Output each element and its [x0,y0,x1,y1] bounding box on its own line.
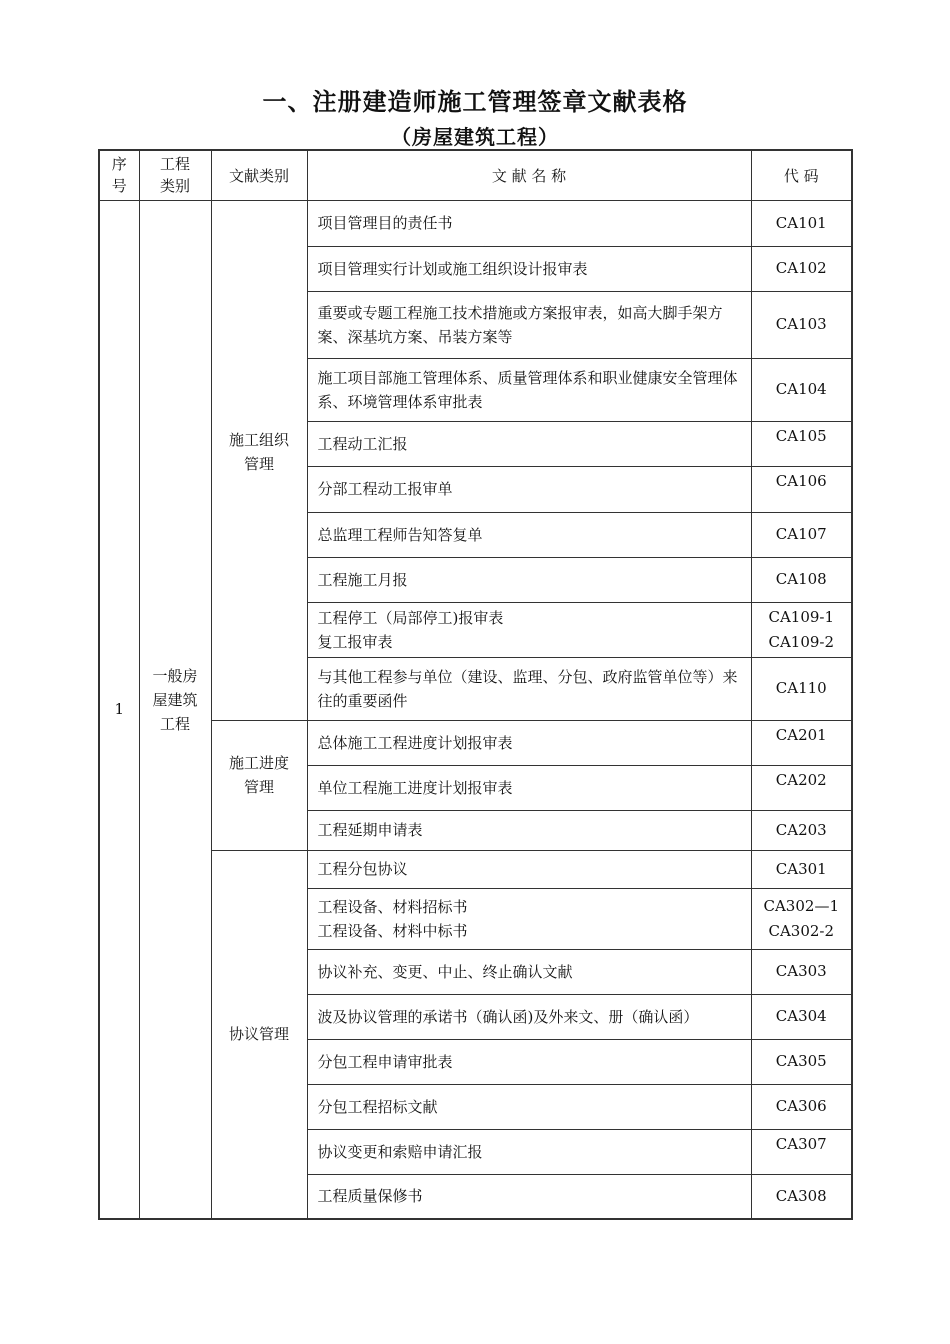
document-code: CA308 [751,1174,852,1219]
header-category: 文献类别 [211,150,307,200]
document-code: CA302—1 CA302-2 [751,888,852,949]
header-name: 文 献 名 称 [307,150,751,200]
document-name: 工程设备、材料招标书 工程设备、材料中标书 [307,888,751,949]
document-name: 总监理工程师告知答复单 [307,512,751,557]
document-code: CA307 [751,1129,852,1174]
document-code: CA301 [751,850,852,888]
document-name: 分包工程招标文献 [307,1084,751,1129]
document-name: 项目管理实行计划或施工组织设计报审表 [307,246,751,291]
document-code: CA105 [751,421,852,466]
header-code: 代 码 [751,150,852,200]
document-name: 协议补充、变更、中止、终止确认文献 [307,949,751,994]
header-seq: 序 号 [99,150,139,200]
document-name: 工程延期申请表 [307,810,751,850]
document-name: 协议变更和索赔申请汇报 [307,1129,751,1174]
document-code: CA201 [751,720,852,765]
document-name: 工程分包协议 [307,850,751,888]
header-row [99,150,852,200]
document-code: CA203 [751,810,852,850]
header-type: 工程 类别 [139,150,211,200]
table-row [99,200,852,246]
document-name: 单位工程施工进度计划报审表 [307,765,751,810]
document-name: 分包工程申请审批表 [307,1039,751,1084]
document-name: 总体施工工程进度计划报审表 [307,720,751,765]
document-name: 工程质量保修书 [307,1174,751,1219]
table-row [99,720,852,765]
document-code: CA101 [751,200,852,246]
category-cell: 施工组织 管理 [211,200,307,720]
category-cell: 协议管理 [211,850,307,1219]
document-code: CA106 [751,466,852,512]
document-code: CA104 [751,358,852,421]
document-code: CA202 [751,765,852,810]
document-name: 工程施工月报 [307,557,751,602]
document-title: 一、注册建造师施工管理签章文献表格 [262,87,688,116]
document-code: CA103 [751,291,852,358]
document-name: 项目管理目的责任书 [307,200,751,246]
document-code: CA305 [751,1039,852,1084]
document-code: CA107 [751,512,852,557]
document-code: CA110 [751,657,852,720]
category-cell: 施工进度 管理 [211,720,307,850]
document-name: 施工项目部施工管理体系、质量管理体系和职业健康安全管理体系、环境管理体系审批表 [307,358,751,421]
document-table [98,149,853,1220]
document-name: 工程停工（局部停工)报审表 复工报审表 [307,602,751,657]
document-name: 波及协议管理的承诺书（确认函)及外来文、册（确认函） [307,994,751,1039]
document-code: CA303 [751,949,852,994]
document-code: CA102 [751,246,852,291]
document-name: 工程动工汇报 [307,421,751,466]
document-code: CA304 [751,994,852,1039]
seq-cell: 1 [99,200,139,1219]
document-subtitle: （房屋建筑工程） [391,125,559,149]
document-code: CA306 [751,1084,852,1129]
project-type-cell: 一般房 屋建筑 工程 [139,200,211,1219]
table-row [99,850,852,888]
document-code: CA108 [751,557,852,602]
document-name: 重要或专题工程施工技术措施或方案报审表，如高大脚手架方案、深基坑方案、吊装方案等 [307,291,751,358]
document-name: 与其他工程参与单位（建设、监理、分包、政府监管单位等）来往的重要函件 [307,657,751,720]
document-code: CA109-1 CA109-2 [751,602,852,657]
document-name: 分部工程动工报审单 [307,466,751,512]
